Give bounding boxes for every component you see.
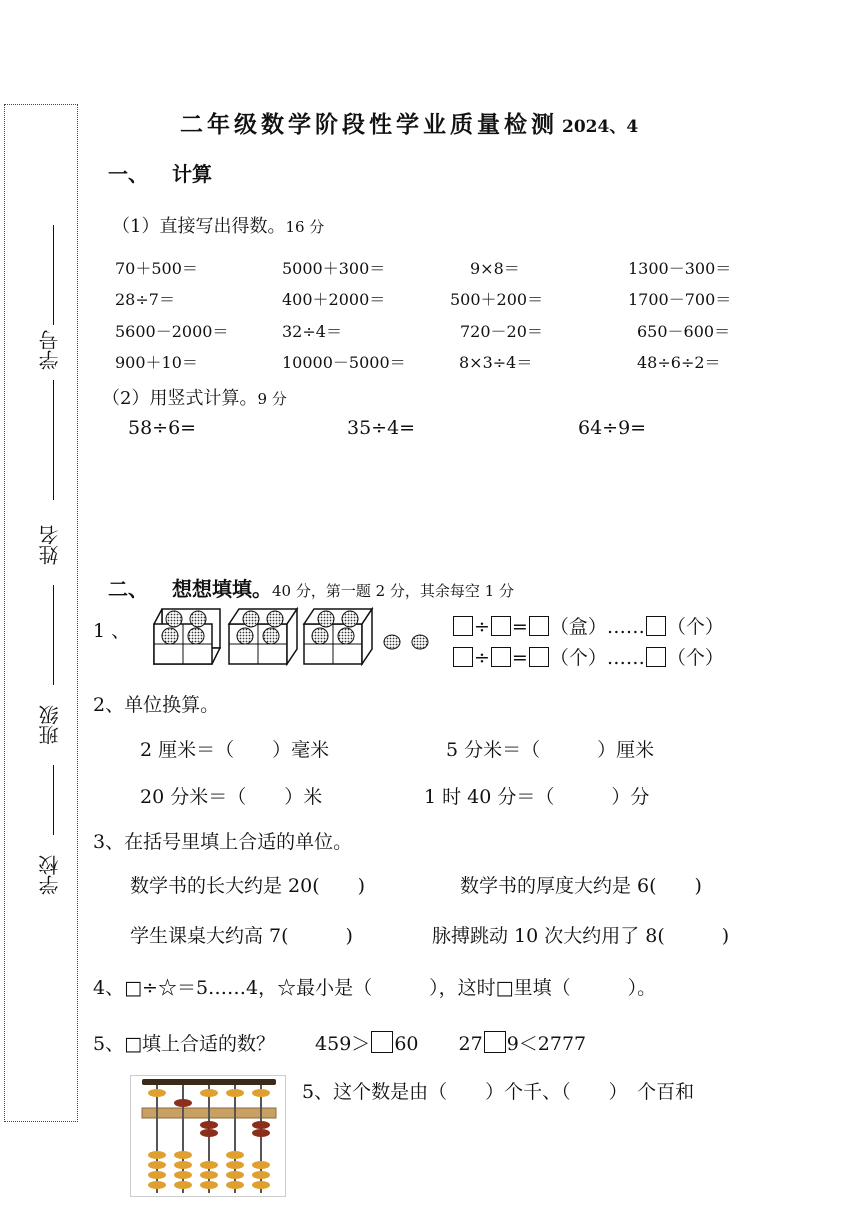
unit-text: （盒）…… (549, 616, 645, 638)
loose-egg-icon (412, 635, 428, 649)
q5-b-left: 27 (458, 1033, 483, 1055)
q1-equation-line2 (452, 643, 724, 670)
equals-sign: = (511, 616, 528, 638)
q1-number: 1 、 (93, 620, 131, 642)
vertical-calc-item: 58÷6= (128, 417, 197, 439)
q3-item: 学生课桌大约高 7( ) (130, 925, 353, 947)
loose-egg-icon (384, 635, 400, 649)
student-info-sidebar (4, 104, 78, 1122)
answer-box[interactable] (453, 647, 473, 667)
section2-number: 二、 (108, 577, 148, 601)
calc-cell: 10000－5000＝ (282, 353, 406, 372)
q3-title: 3、在括号里填上合适的单位。 (93, 831, 353, 853)
calc-cell: 650－600＝ (637, 322, 731, 341)
answer-box[interactable] (453, 616, 473, 636)
unit-text: （个）…… (549, 647, 645, 669)
name-top-underline (53, 380, 54, 500)
egg-box-1 (154, 609, 220, 664)
q5-row (93, 1029, 586, 1056)
school-label: 学校 (38, 855, 62, 895)
class-label: 班级 (38, 705, 62, 745)
unit-text: （个） (666, 647, 724, 669)
calc-cell: 5600－2000＝ (115, 322, 229, 341)
part1-label (112, 212, 324, 238)
q2-item: 5 分米＝（ ）厘米 (446, 739, 655, 761)
answer-box[interactable] (646, 647, 666, 667)
student-id-label: 学号 (38, 330, 62, 370)
calc-cell: 5000＋300＝ (282, 259, 386, 278)
q5-b-right: 9＜2777 (506, 1033, 587, 1055)
calc-cell: 9×8＝ (470, 259, 520, 278)
q3-item: 脉搏跳动 10 次大约用了 8( ) (432, 925, 730, 947)
q5-a-right: 60 (394, 1033, 419, 1055)
student-name-label: 姓名 (38, 525, 62, 565)
unit-text: （个） (666, 616, 724, 638)
part1-text: （1）直接写出得数。 (112, 216, 286, 237)
section2-note: 40 分，第一题 2 分，其余每空 1 分 (272, 582, 515, 600)
answer-box[interactable] (491, 647, 511, 667)
calc-cell: 48÷6÷2＝ (637, 353, 721, 372)
q4-text: 4、□÷☆＝5……4，☆最小是（ ），这时□里填（ ）。 (93, 977, 657, 999)
q3-item: 数学书的厚度大约是 6( ) (460, 875, 702, 897)
divide-sign: ÷ (474, 647, 490, 669)
calc-cell: 720－20＝ (460, 322, 543, 341)
answer-box[interactable] (371, 1031, 393, 1053)
calc-cell: 8×3÷4＝ (459, 353, 533, 372)
q2-title: 2、单位换算。 (93, 694, 220, 716)
vertical-calc-item: 64÷9= (578, 417, 647, 439)
section1-number: 一、 (108, 162, 148, 186)
q6-text: 5、这个数是由（ ）个千、（ ） 个百和 (302, 1081, 695, 1103)
egg-box-3 (304, 609, 372, 664)
q2-item: 1 时 40 分＝（ ）分 (424, 786, 650, 808)
equals-sign: = (511, 647, 528, 669)
q1-equation-line1 (452, 612, 724, 639)
calc-cell: 500＋200＝ (450, 290, 544, 309)
part2-score: 9 分 (257, 390, 287, 408)
part2-label (102, 384, 287, 410)
section1-heading (108, 158, 212, 187)
calc-cell: 28÷7＝ (115, 290, 175, 309)
q2-item: 2 厘米＝（ ）毫米 (140, 739, 330, 761)
egg-box-2 (229, 609, 297, 664)
school-top-underline (53, 765, 54, 835)
page-title (180, 106, 638, 139)
q2-item: 20 分米＝（ ）米 (140, 786, 323, 808)
q5-title: 5、□填上合适的数？ (93, 1033, 276, 1055)
calc-cell: 900＋10＝ (115, 353, 198, 372)
calc-cell: 1700－700＝ (628, 290, 732, 309)
section2-heading (108, 573, 514, 602)
calc-cell: 32÷4＝ (282, 322, 342, 341)
answer-box[interactable] (484, 1031, 506, 1053)
answer-box[interactable] (529, 647, 549, 667)
q3-item: 数学书的长大约是 20( ) (130, 875, 366, 897)
egg-boxes-illustration (152, 604, 437, 666)
id-underline (53, 225, 54, 325)
title-date: 2024、4 (562, 117, 639, 137)
part2-text: （2）用竖式计算。 (102, 388, 258, 409)
section1-title: 计算 (172, 162, 212, 186)
calc-cell: 70＋500＝ (115, 259, 198, 278)
calc-cell: 1300－300＝ (628, 259, 732, 278)
abacus-image (130, 1075, 286, 1197)
vertical-calc-item: 35÷4= (347, 417, 416, 439)
divide-sign: ÷ (474, 616, 490, 638)
answer-box[interactable] (529, 616, 549, 636)
part1-score: 16 分 (285, 218, 325, 236)
calc-cell: 400＋2000＝ (282, 290, 386, 309)
answer-box[interactable] (491, 616, 511, 636)
q5-a-left: 459＞ (315, 1033, 371, 1055)
section2-title: 想想填填。 (172, 577, 272, 601)
answer-box[interactable] (646, 616, 666, 636)
title-text: 二年级数学阶段性学业质量检测 (180, 111, 558, 138)
class-top-underline (53, 585, 54, 685)
